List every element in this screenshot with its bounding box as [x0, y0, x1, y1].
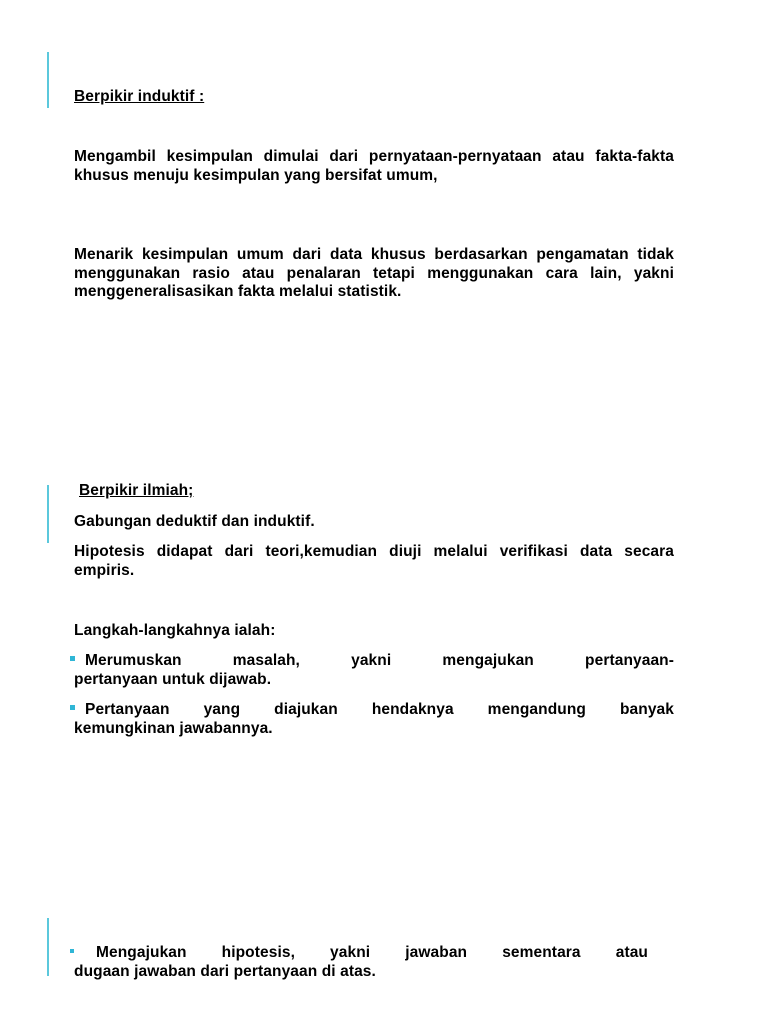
list-item-text-line-2: dugaan jawaban dari pertanyaan di atas.: [74, 963, 376, 980]
list-item-text-line-1: Pertanyaan yang diajukan hendaknya mengandung banyak: [85, 701, 674, 718]
bullet-icon: [70, 656, 75, 661]
list-item-text-line-1: Mengajukan hipotesis, yakni jawaban sementara atau: [96, 944, 648, 961]
inductive-heading: Berpikir induktif :: [74, 88, 205, 105]
inductive-paragraph-1: Mengambil kesimpulan dimulai dari pernyataan-pernyataan atau fakta-fakta khusus menuju kesimpulan yang bersifat umum,: [74, 148, 674, 184]
scientific-paragraph-1: Gabungan deduktif dan induktif.: [74, 513, 315, 530]
bullet-icon: [70, 949, 74, 953]
slide-accent-bar-1: [47, 52, 49, 108]
slide-accent-bar-3: [47, 918, 49, 976]
steps-intro: Langkah-langkahnya ialah:: [74, 622, 276, 639]
scientific-paragraph-2: Hipotesis didapat dari teori,kemudian diuji melalui verifikasi data secara empiris.: [74, 543, 674, 579]
list-item-text-line-1: Merumuskan masalah, yakni mengajukan pertanyaan-: [85, 652, 674, 669]
slide-accent-bar-2: [47, 485, 49, 543]
list-item: [70, 700, 674, 738]
scientific-heading: Berpikir ilmiah;: [79, 482, 194, 499]
list-item-text-line-2: pertanyaan untuk dijawab.: [74, 671, 272, 688]
list-item-text-line-2: kemungkinan jawabannya.: [74, 720, 273, 737]
list-item: [70, 943, 648, 981]
list-item: [70, 651, 674, 689]
bullet-icon: [70, 705, 75, 710]
inductive-paragraph-2: Menarik kesimpulan umum dari data khusus berdasarkan pengamatan tidak menggunakan rasio atau penalaran tetapi menggunakan cara lain, yakni menggeneralisasikan fakta melalui statistik.: [74, 246, 674, 300]
